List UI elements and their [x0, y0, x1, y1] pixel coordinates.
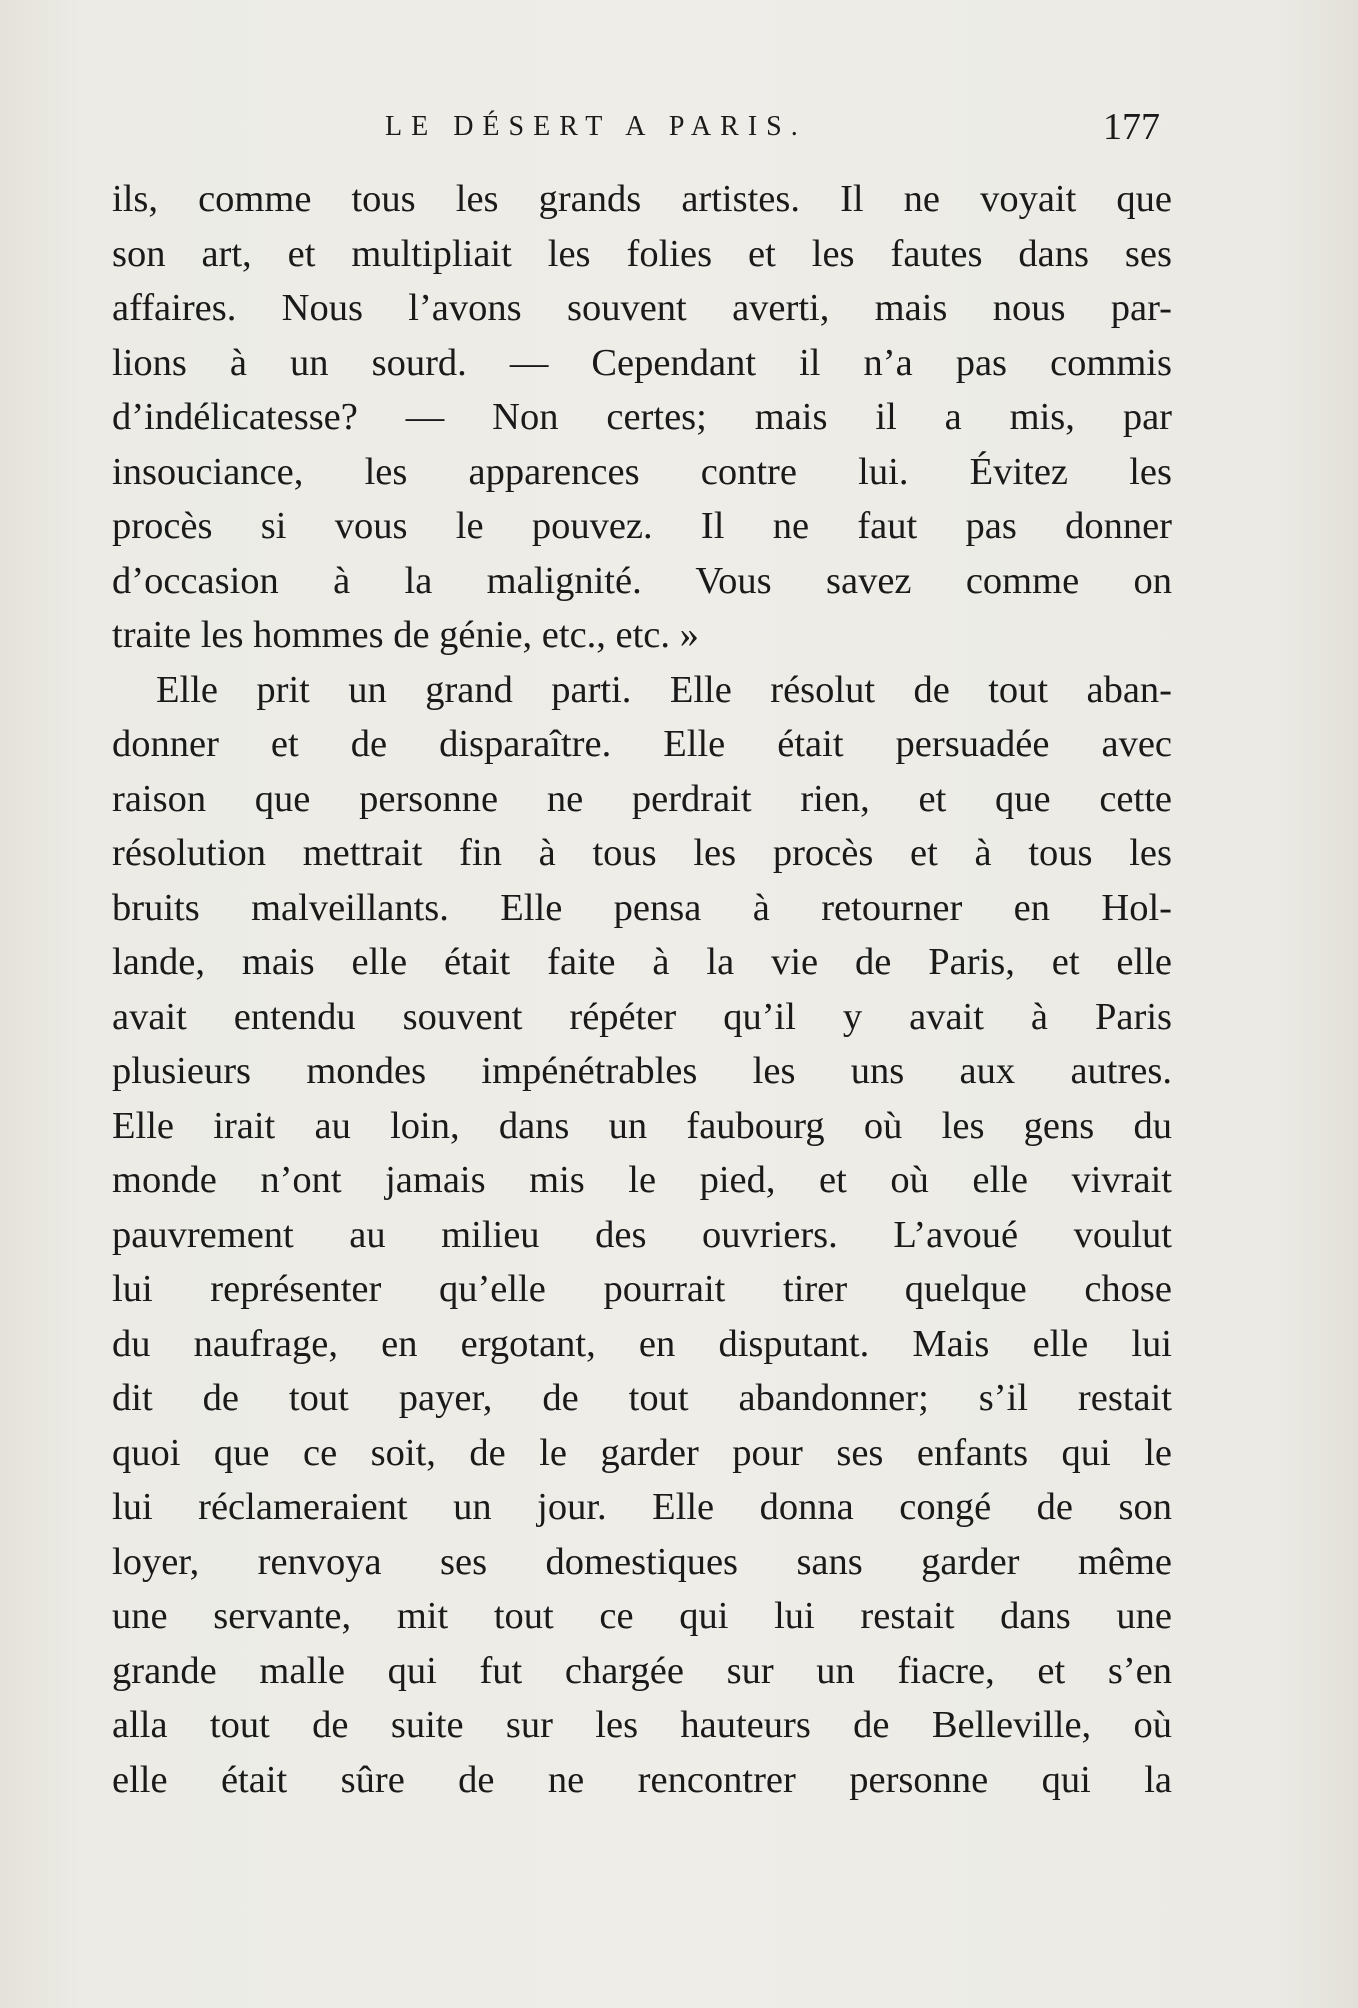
- text-line: quoi que ce soit, de le garder pour ses enfants qui le: [112, 1431, 1172, 1474]
- text-line: lui représenter qu’elle pourrait tirer quelque chose: [112, 1268, 1172, 1310]
- text-line: raison que personne ne perdrait rien, et que cette: [112, 777, 1172, 820]
- running-title: LE DÉSERT A PARIS.: [385, 111, 807, 142]
- text-line: alla tout de suite sur les hauteurs de Belleville, où: [112, 1704, 1172, 1746]
- text-line: affaires. Nous l’avons souvent averti, mais nous par-: [112, 287, 1172, 329]
- text-line: lions à un sourd. — Cependant il n’a pas commis: [112, 341, 1172, 384]
- paragraph-first-line: Elle prit un grand parti. Elle résolut de tout aban-: [156, 668, 1172, 711]
- body-text: [112, 172, 1172, 1807]
- page-header: [385, 105, 1160, 155]
- text-line: du naufrage, en ergotant, en disputant. Mais elle lui: [112, 1322, 1172, 1365]
- text-line: lui réclameraient un jour. Elle donna congé de son: [112, 1486, 1172, 1528]
- page-number: 177: [1103, 106, 1160, 148]
- text-line: dit de tout payer, de tout abandonner; s’il restait: [112, 1377, 1172, 1419]
- text-line: ils, comme tous les grands artistes. Il ne voyait que: [112, 178, 1172, 220]
- text-line: procès si vous le pouvez. Il ne faut pas donner: [112, 505, 1172, 547]
- text-line: son art, et multipliait les folies et les fautes dans ses: [112, 232, 1172, 275]
- paragraph-end-line: traite les hommes de génie, etc., etc. »: [112, 614, 699, 656]
- text-line: une servante, mit tout ce qui lui restait dans une: [112, 1595, 1172, 1637]
- text-line: donner et de disparaître. Elle était persuadée avec: [112, 723, 1172, 765]
- text-line: grande malle qui fut chargée sur un fiacre, et s’en: [112, 1649, 1172, 1692]
- text-line: lande, mais elle était faite à la vie de Paris, et elle: [112, 941, 1172, 983]
- text-line: bruits malveillants. Elle pensa à retourner en Hol-: [112, 886, 1172, 929]
- text-line: pauvrement au milieu des ouvriers. L’avoué voulut: [112, 1213, 1172, 1256]
- text-line: Elle irait au loin, dans un faubourg où les gens du: [112, 1104, 1172, 1147]
- text-line: avait entendu souvent répéter qu’il y avait à Paris: [112, 995, 1172, 1038]
- text-line: d’indélicatesse? — Non certes; mais il a mis, par: [112, 396, 1172, 438]
- text-line: elle était sûre de ne rencontrer personne qui la: [112, 1758, 1172, 1801]
- text-line: plusieurs mondes impénétrables les uns aux autres.: [112, 1050, 1172, 1092]
- text-line: résolution mettrait fin à tous les procès et à tous les: [112, 832, 1172, 874]
- text-line: d’occasion à la malignité. Vous savez comme on: [112, 559, 1172, 602]
- text-line: insouciance, les apparences contre lui. Évitez les: [112, 450, 1172, 493]
- text-line: loyer, renvoya ses domestiques sans garder même: [112, 1540, 1172, 1583]
- text-line: monde n’ont jamais mis le pied, et où elle vivrait: [112, 1159, 1172, 1201]
